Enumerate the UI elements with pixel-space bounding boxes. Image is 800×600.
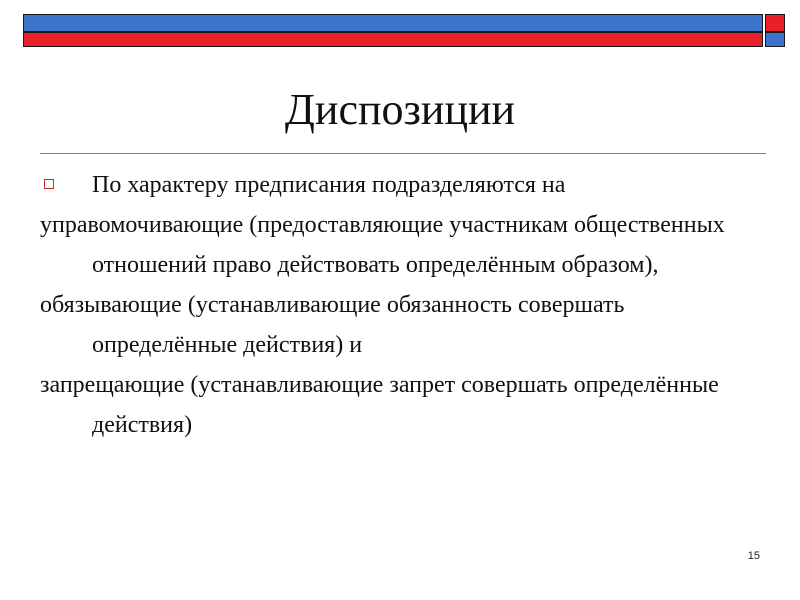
bullet-paragraph	[40, 165, 766, 205]
page-number: 15	[747, 550, 760, 562]
header-blue-bar	[23, 14, 763, 32]
header-red-square	[765, 14, 785, 32]
list-item-prohibiting: запрещающие (устанавливающие запрет совершать определённые действия)	[40, 372, 719, 438]
header-red-bar	[23, 32, 763, 47]
list-item-obligating: обязывающие (устанавливающие обязанность совершать определённые действия) и	[40, 292, 625, 358]
header-blue-square	[765, 32, 785, 47]
title-divider	[40, 153, 766, 154]
intro-text: По характеру предписания подразделяются на	[92, 172, 566, 198]
slide-title: Диспозиции	[284, 85, 516, 134]
list-item-permissive: управомочивающие (предоставляющие участникам общественных отношений право действовать определённым образом),	[40, 212, 725, 278]
slide-body	[40, 165, 766, 445]
hollow-square-bullet-icon	[44, 179, 54, 189]
